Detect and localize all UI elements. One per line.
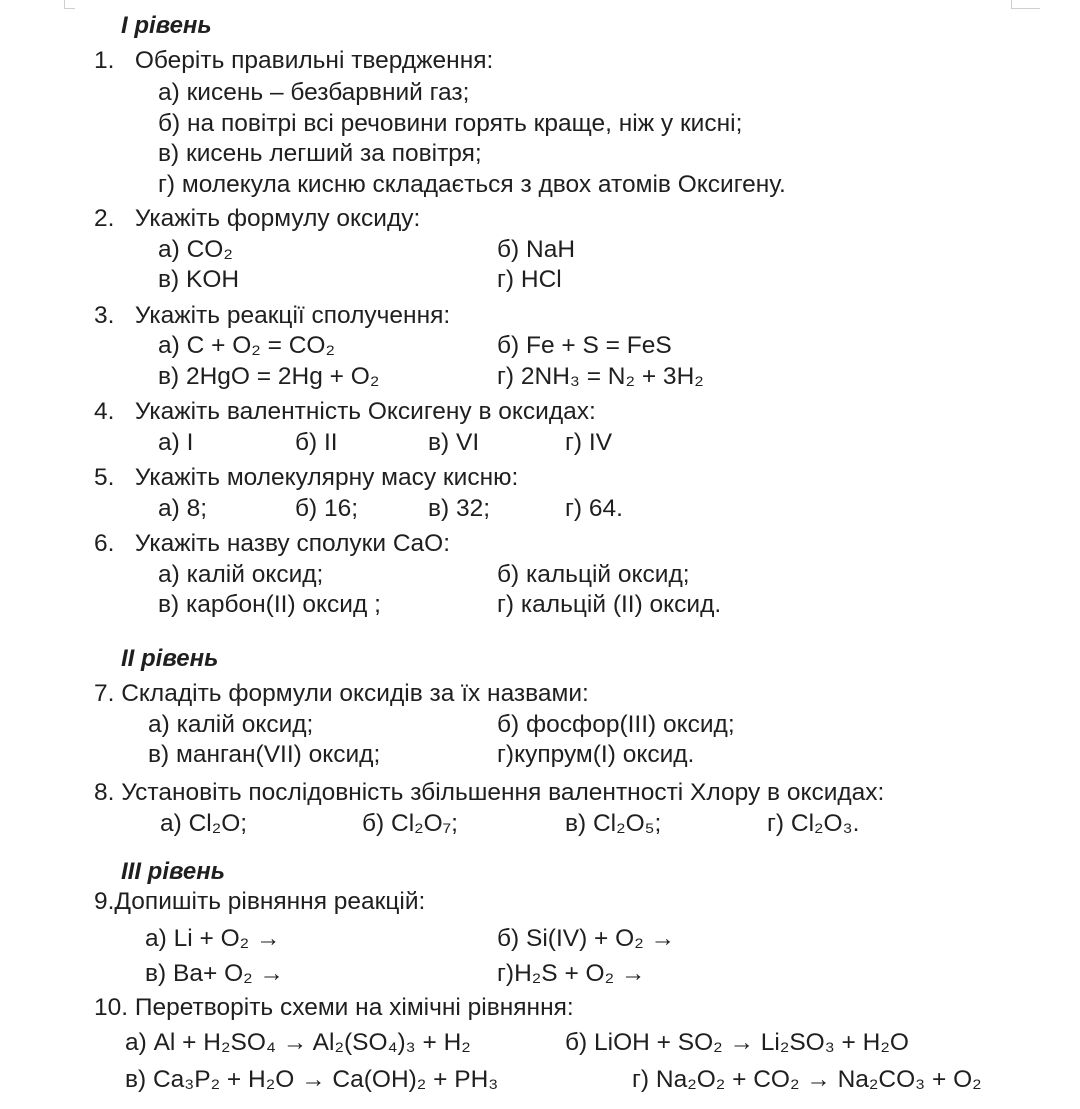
q2-option-a: а) CO₂ <box>158 236 233 263</box>
q5-title: 5. Укажіть молекулярну масу кисню: <box>94 464 519 491</box>
q9-option-c: в) Ba+ O₂ → <box>145 960 284 987</box>
q1-option-d: г) молекула кисню складається з двох атомів Оксигену. <box>158 171 786 198</box>
q8-option-c: в) Cl₂O₅; <box>565 810 662 837</box>
q8-option-d: г) Cl₂O₃. <box>767 810 860 837</box>
q8-option-b: б) Cl₂O₇; <box>362 810 458 837</box>
q6-option-d: г) кальцій (II) оксид. <box>497 591 722 618</box>
q4-title: 4. Укажіть валентність Оксигену в оксидах: <box>94 398 596 425</box>
q8-title: 8. Установіть послідовність збільшення валентності Хлору в оксидах: <box>94 779 885 806</box>
q3-option-d: г) 2NH₃ = N₂ + 3H₂ <box>497 363 704 390</box>
q5-option-a: а) 8; <box>158 495 208 522</box>
q5-option-d: г) 64. <box>565 495 623 522</box>
q1-option-c: в) кисень легший за повітря; <box>158 140 482 167</box>
q10-option-b: б) LiOH + SO₂ → Li₂SO₃ + H₂O <box>565 1029 909 1056</box>
q7-option-b: б) фосфор(III) оксид; <box>497 711 735 738</box>
q7-option-a: а) калій оксид; <box>148 711 314 738</box>
crop-mark-right <box>1011 0 1040 9</box>
level-2-heading: II рівень <box>121 645 219 672</box>
q3-title: 3. Укажіть реакції сполучення: <box>94 302 451 329</box>
level-1-heading: I рівень <box>121 12 212 39</box>
q8-option-a: а) Cl₂O; <box>160 810 248 837</box>
level-3-heading: III рівень <box>121 858 225 885</box>
q1-title: 1. Оберіть правильні твердження: <box>94 47 494 74</box>
q3-option-c: в) 2HgO = 2Hg + O₂ <box>158 363 380 390</box>
q10-option-c: в) Ca₃P₂ + H₂O → Ca(OH)₂ + PH₃ <box>125 1066 499 1093</box>
q1-option-a: а) кисень – безбарвний газ; <box>158 79 470 106</box>
q7-option-c: в) манган(VII) оксид; <box>148 741 381 768</box>
q1-option-b: б) на повітрі всі речовини горять краще, ніж у кисні; <box>158 110 743 137</box>
q4-option-a: а) I <box>158 429 194 456</box>
q3-option-a: а) C + O₂ = CO₂ <box>158 332 335 359</box>
q6-title: 6. Укажіть назву сполуки CaO: <box>94 530 451 557</box>
q4-option-d: г) IV <box>565 429 613 456</box>
q5-option-c: в) 32; <box>428 495 491 522</box>
q7-title: 7. Складіть формули оксидів за їх назвами: <box>94 680 589 707</box>
q4-option-c: в) VI <box>428 429 480 456</box>
q10-option-d: г) Na₂O₂ + CO₂ → Na₂CO₃ + O₂ <box>632 1066 982 1093</box>
q2-option-c: в) KOH <box>158 266 240 293</box>
q2-option-b: б) NaH <box>497 236 576 263</box>
q4-option-b: б) II <box>295 429 338 456</box>
q6-option-c: в) карбон(II) оксид ; <box>158 591 381 618</box>
q9-option-d: г)H₂S + O₂ → <box>497 960 646 987</box>
q7-option-d: г)купрум(I) оксид. <box>497 741 695 768</box>
q9-title: 9.Допишіть рівняння реакцій: <box>94 888 426 915</box>
q2-option-d: г) HCl <box>497 266 562 293</box>
q6-option-a: а) калій оксид; <box>158 561 324 588</box>
q3-option-b: б) Fe + S = FeS <box>497 332 672 359</box>
q9-option-b: б) Si(IV) + O₂ → <box>497 925 676 952</box>
q5-option-b: б) 16; <box>295 495 359 522</box>
q10-title: 10. Перетворіть схеми на хімічні рівняння: <box>94 994 574 1021</box>
q9-option-a: а) Li + O₂ → <box>145 925 281 952</box>
q2-title: 2. Укажіть формулу оксиду: <box>94 205 421 232</box>
q6-option-b: б) кальцій оксид; <box>497 561 690 588</box>
crop-mark-left <box>64 0 75 9</box>
q10-option-a: а) Al + H₂SO₄ → Al₂(SO₄)₃ + H₂ <box>125 1029 471 1056</box>
